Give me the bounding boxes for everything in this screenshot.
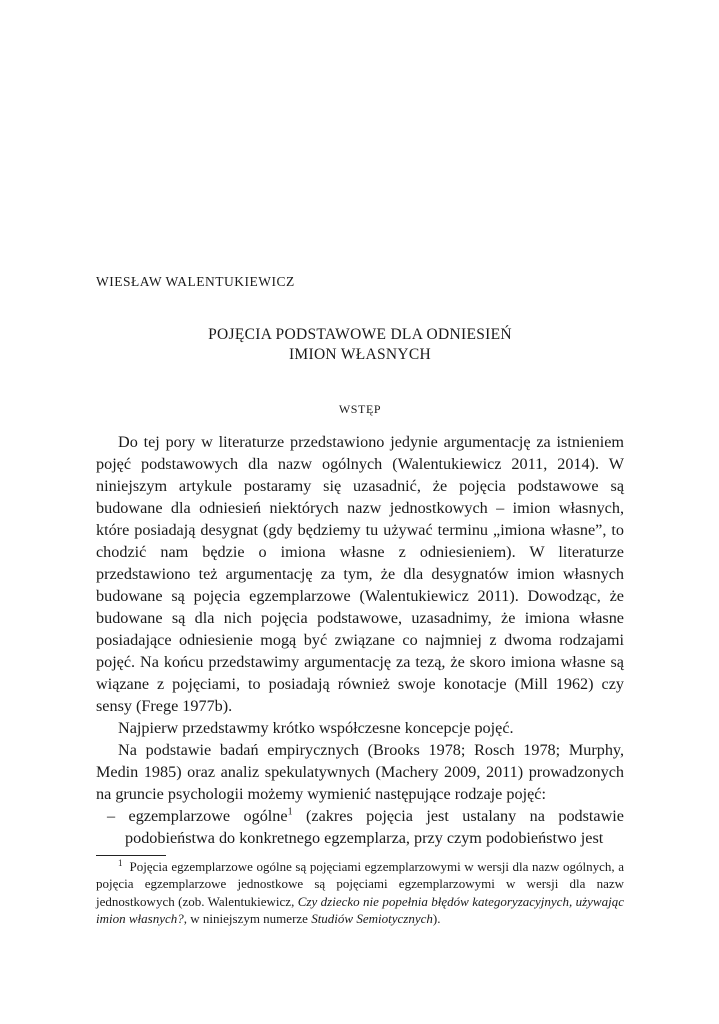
- footnote-cited-title: Czy dziecko nie popełnia błędów kategoryzacyjnych, używając imion własnych?: [96, 893, 624, 926]
- paragraph-2: Najpierw przedstawmy krótko współczesne koncepcje pojęć.: [118, 719, 514, 737]
- body-text: [96, 431, 624, 849]
- article-title: [96, 325, 624, 365]
- title-line-1: POJĘCIA PODSTAWOWE DLA ODNIESIEŃ: [208, 326, 512, 343]
- footnote-journal-name: Studiów Semiotycznych: [311, 910, 433, 926]
- footnote-divider: [96, 855, 166, 856]
- footnote-text-2: , w niniejszym numerze: [183, 910, 312, 926]
- list-item-text: – egzemplarzowe ogólne: [107, 807, 288, 825]
- paragraph-1: Do tej pory w literaturze przedstawiono jedynie argumentację za istnieniem pojęć podstawowych dla nazw ogólnych (Walentukiewicz 2011, 2014). W niniejszym artykule postaramy się uzasadnić, że pojęcia podstawowe są budowane dla odniesień niektórych nazw jednostkowych – imion własnych, które posiadają desygnat (gdy będziemy tu używać terminu „imiona własne”, to chodzić nam będzie o imiona własne z odniesieniem). W literaturze przedstawiono też argumentację za tym, że dla desygnatów imion własnych budowane są pojęcia egzemplarzowe (Walentukiewicz 2011). Dowodząc, że budowane są dla nich pojęcia podstawowe, uzasadnimy, że imiona własne posiadające odniesienie mogą być związane co najmniej z dwoma rodzajami pojęć. Na końcu przedstawimy argumentację za tezą, że skoro imiona własne są wiązane z pojęciami, to posiadają również swoje konotacje (Mill 1962) czy sensy (Frege 1977b).: [96, 433, 624, 715]
- list-item: [96, 805, 624, 849]
- footnote-text: Pojęcia egzemplarzowe ogólne są pojęciami egzemplarzowymi w wersji dla nazw ogólnych, a pojęcia egzemplarzowe jednostkowe są pojęciami egzemplarzowymi w wersji dla nazw jednostkowych (zob. Walentukiewicz,: [96, 859, 624, 909]
- footnote-text-3: ).: [432, 910, 441, 926]
- author-name: WIESŁAW WALENTUKIEWICZ: [96, 274, 295, 289]
- list-item-text-continued: (zakres pojęcia jest ustalany na podstawie podobieństwa do konkretnego egzemplarza, przy czym podobieństwo jest: [125, 807, 624, 847]
- footnote-reference[interactable]: 1: [287, 806, 293, 818]
- title-line-2: IMION WŁASNYCH: [288, 346, 432, 363]
- footnote-mark: 1: [118, 857, 123, 868]
- footnote: [96, 858, 624, 927]
- paragraph-3: Na podstawie badań empirycznych (Brooks 1978; Rosch 1978; Murphy, Medin 1985) oraz analiz spekulatywnych (Machery 2009, 2011) prowadzonych na gruncie psychologii możemy wymienić następujące rodzaje pojęć:: [96, 741, 624, 803]
- section-heading: WSTĘP: [338, 402, 382, 416]
